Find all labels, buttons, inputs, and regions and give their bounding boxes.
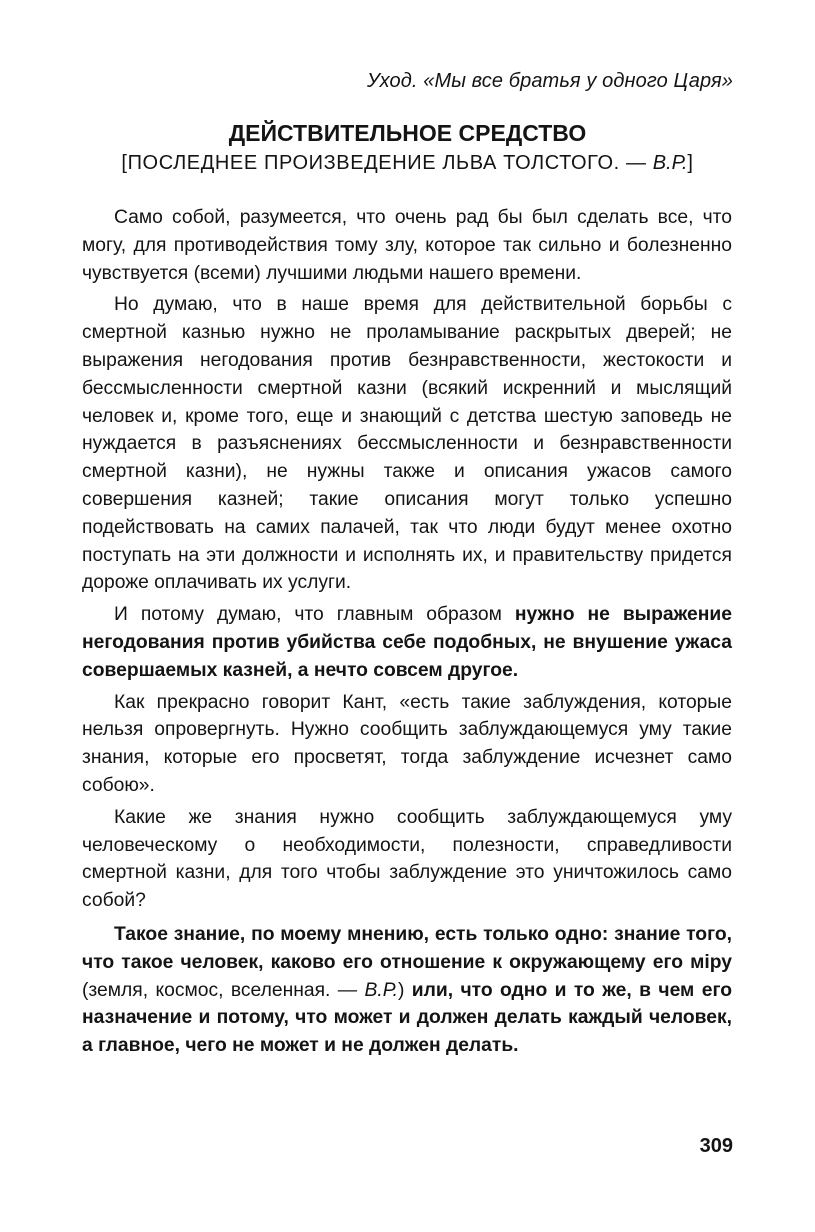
paragraph-6-emphasis-a: Такое знание, по моему мнению, есть только одно: знание того, что такое человек, каково его отношение к окружающему его міру	[82, 923, 732, 973]
paragraph-1: Само собой, разумеется, что очень рад бы был сделать все, что могу, для противодействия тому злу, которое так сильно и болезненно чувствуется (всеми) лучшими людьми нашего времени.	[82, 207, 732, 284]
subtitle-initials: В.Р.	[652, 152, 688, 174]
subtitle-text: [ПОСЛЕДНЕЕ ПРОИЗВЕДЕНИЕ ЛЬВА ТОЛСТОГО. —	[121, 152, 653, 174]
paragraph-2: Но думаю, что в наше время для действительной борьбы с смертной казнью нужно не проламывание раскрытых дверей; не выражения негодования против безнравственности, жестокости и бессмысленности смертной казни (всякий искренний и мыслящий человек и, кроме того, еще и знающий с детства шестую заповедь не нуждается в разъяснениях бессмысленности и безнравственности смертной казни), не нужны также и описания ужасов самого совершения казней; такие описания могут только успешно подействовать на самих палачей, так что люди будут менее охотно поступать на эти должности и исполнять их, и правительству придется дороже оплачивать их услуги.	[82, 294, 732, 594]
chapter-title: ДЕЙСТВИТЕЛЬНОЕ СРЕДСТВО	[228, 120, 587, 146]
paragraph-3	[82, 601, 732, 684]
chapter-subtitle	[82, 152, 733, 175]
paragraph-6-emphasis-b: или, что одно и то же, в чем его назначение и потому, что может и должен делать каждый человек, а главное, чего не может и не должен делать.	[82, 979, 732, 1057]
paragraph-3-text: И потому думаю, что главным образом	[114, 604, 515, 626]
subtitle-bracket: ]	[687, 152, 694, 174]
body-text	[82, 204, 732, 1064]
paragraph-6-initials: В.Р.	[364, 979, 398, 1001]
paragraph-6-aside: (земля, космос, вселенная. —	[82, 979, 365, 1001]
paragraph-4: Как прекрасно говорит Кант, «есть такие заблуждения, которые нельзя опровергнуть. Нужно сообщить заблуждающемуся уму такие знания, которые его просветят, тогда заблуждение исчезнет само собою».	[82, 691, 732, 796]
paragraph-5: Какие же знания нужно сообщить заблуждающемуся уму человеческому о необходимости, полезности, справедливости смертной казни, для того чтобы заблуждение это уничтожилось само собой?	[82, 806, 732, 912]
paragraph-6-aside-close: )	[397, 979, 405, 1001]
paragraph-6	[82, 921, 732, 1060]
page-number: 309	[699, 1135, 733, 1157]
running-head: Уход. «Мы все братья у одного Царя»	[367, 70, 733, 92]
paragraph-3-emphasis: нужно не выражение негодования против убийства себе подобных, не внушение ужаса совершаемых казней, а нечто совсем другое.	[82, 604, 733, 681]
